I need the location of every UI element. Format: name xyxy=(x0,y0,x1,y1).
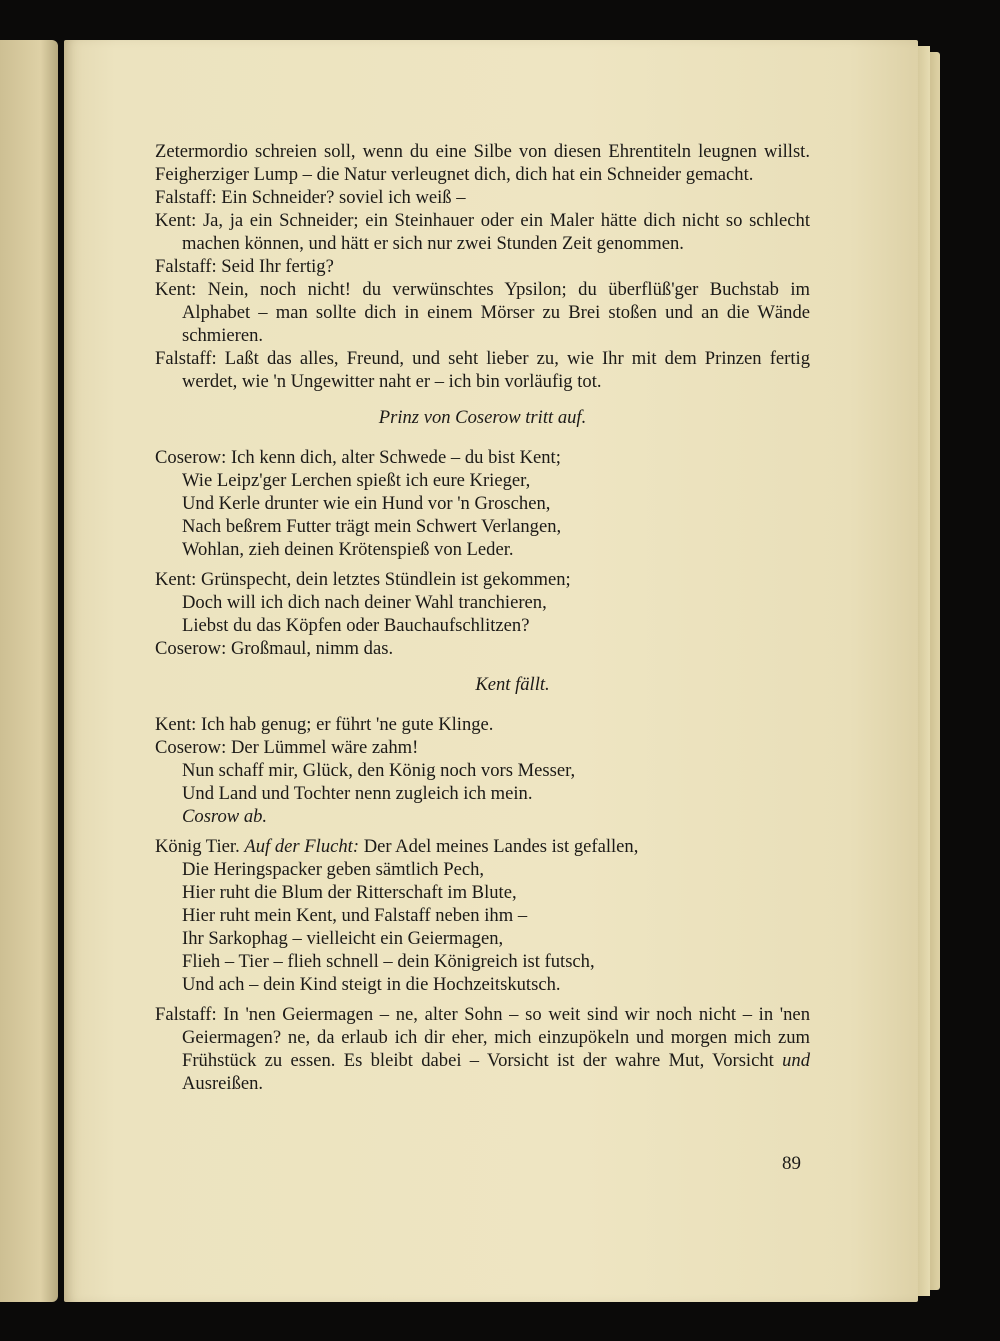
verse-line: Ihr Sarkophag – vielleicht ein Geiermagen, xyxy=(182,928,504,949)
spacer xyxy=(155,828,810,835)
speech-kent-2 xyxy=(155,278,810,347)
speaker: Falstaff: xyxy=(155,256,217,277)
verse-line: Doch will ich dich nach deiner Wahl tranchieren, xyxy=(182,592,547,613)
speech-text: Laßt das alles, Freund, und seht lieber zu, wie Ihr mit dem Prinzen fertig werdet, wie 'n Ungewitter naht er – ich bin vorläufig tot. xyxy=(182,348,810,392)
verse-line: Und Kerle drunter wie ein Hund vor 'n Groschen, xyxy=(182,493,551,514)
spacer xyxy=(155,996,810,1003)
speaker: Coserow: xyxy=(155,638,227,659)
speech-text: Großmaul, nimm das. xyxy=(230,638,394,659)
speech-text: Ein Schneider? soviel ich weiß – xyxy=(221,187,466,208)
speech-falstaff-3 xyxy=(155,347,810,393)
page-number: 89 xyxy=(782,1153,801,1174)
verse-first-line xyxy=(155,446,810,469)
speech-text: Nein, noch nicht! du verwünschtes Ypsilon; du überflüß'ger Buchstab im Alphabet – man sollte dich in einem Mörser zu Brei stoßen und an die Wände schmieren. xyxy=(182,279,810,346)
page-stack-edge xyxy=(918,46,930,1296)
page-text xyxy=(155,140,810,1095)
verse-text: Der Adel meines Landes ist gefallen, xyxy=(363,836,639,857)
verse-text: Ich kenn dich, alter Schwede – du bist Kent; xyxy=(230,447,561,468)
spacer xyxy=(155,561,810,568)
speaker: Kent: xyxy=(155,569,197,590)
line-coserow xyxy=(155,637,810,660)
verse-first-line xyxy=(155,736,810,759)
speech-text-end: Ausreißen. xyxy=(182,1073,264,1094)
verse-koenig-tier xyxy=(155,835,810,996)
stage-direction-inline: Auf der Flucht: xyxy=(244,836,360,857)
speaker: Kent: xyxy=(155,279,197,300)
continuation-paragraph: Zetermordio schreien soll, wenn du eine Silbe von diesen Ehrentiteln leugnen willst. Feigherziger Lump – die Natur verleugnet dich, dich hat ein Schneider gemacht. xyxy=(155,141,810,185)
verse-line: Flieh – Tier – flieh schnell – dein Königreich ist futsch, xyxy=(182,951,595,972)
verse-line: Liebst du das Köpfen oder Bauchaufschlitzen? xyxy=(182,615,530,636)
verse-line: Und ach – dein Kind steigt in die Hochzeitskutsch. xyxy=(182,974,561,995)
stage-direction-kent-falls: Kent fällt. xyxy=(475,674,550,695)
line-kent xyxy=(155,713,810,736)
speaker: Falstaff: xyxy=(155,1004,217,1025)
speaker: Coserow: xyxy=(155,447,227,468)
verse-line: Nun schaff mir, Glück, den König noch vors Messer, xyxy=(182,760,576,781)
speech-falstaff-1 xyxy=(155,186,810,209)
verse-text: Grünspecht, dein letztes Stündlein ist gekommen; xyxy=(200,569,571,590)
verse-coserow-1 xyxy=(155,446,810,561)
verse-line: Hier ruht die Blum der Ritterschaft im Blute, xyxy=(182,882,517,903)
speech-text: Ich hab genug; er führt 'ne gute Klinge. xyxy=(200,714,494,735)
speaker: Kent: xyxy=(155,210,197,231)
speaker: Falstaff: xyxy=(155,348,217,369)
stage-direction-exit: Cosrow ab. xyxy=(182,806,268,827)
verse-line: Wohlan, zieh deinen Krötenspieß von Leder. xyxy=(182,539,514,560)
verse-line: Und Land und Tochter nenn zugleich ich mein. xyxy=(182,783,533,804)
verse-line: Wie Leipz'ger Lerchen spießt ich eure Krieger, xyxy=(182,470,531,491)
speech-falstaff-final xyxy=(155,1003,810,1095)
verse-kent-1 xyxy=(155,568,810,637)
speaker: Coserow: xyxy=(155,737,227,758)
verse-coserow-2 xyxy=(155,736,810,828)
speech-text: Ja, ja ein Schneider; ein Steinhauer oder ein Maler hätte dich nicht so schlecht machen können, und hätt er sich nur zwei Stunden Zeit genommen. xyxy=(182,210,810,254)
verse-line: Nach beßrem Futter trägt mein Schwert Verlangen, xyxy=(182,516,562,537)
speaker: Falstaff: xyxy=(155,187,217,208)
verse-first-line xyxy=(155,568,810,591)
verse-text: Der Lümmel wäre zahm! xyxy=(230,737,419,758)
page-stack-edge-back xyxy=(930,52,940,1290)
speaker: König Tier. xyxy=(155,836,240,857)
verse-line: Die Heringspacker geben sämtlich Pech, xyxy=(182,859,485,880)
speech-text: Seid Ihr fertig? xyxy=(221,256,334,277)
speaker: Kent: xyxy=(155,714,197,735)
speech-kent-1 xyxy=(155,209,810,255)
previous-page-edge xyxy=(0,40,58,1302)
stage-direction-entrance: Prinz von Coserow tritt auf. xyxy=(378,407,587,428)
speech-group-1 xyxy=(155,186,810,393)
verse-first-line xyxy=(155,835,810,858)
emphasis: und xyxy=(782,1050,810,1071)
speech-text: In 'nen Geiermagen – ne, alter Sohn – so weit sind wir noch nicht – in 'nen Geiermagen? ne, da erlaub ich dir eher, mich einzupökeln und morgen mich zum Frühstück zu essen. Es bleibt dabei – Vorsicht ist der wahre Mut, Vorsicht xyxy=(182,1004,810,1071)
speech-falstaff-2 xyxy=(155,255,810,278)
verse-line: Hier ruht mein Kent, und Falstaff neben ihm – xyxy=(182,905,528,926)
